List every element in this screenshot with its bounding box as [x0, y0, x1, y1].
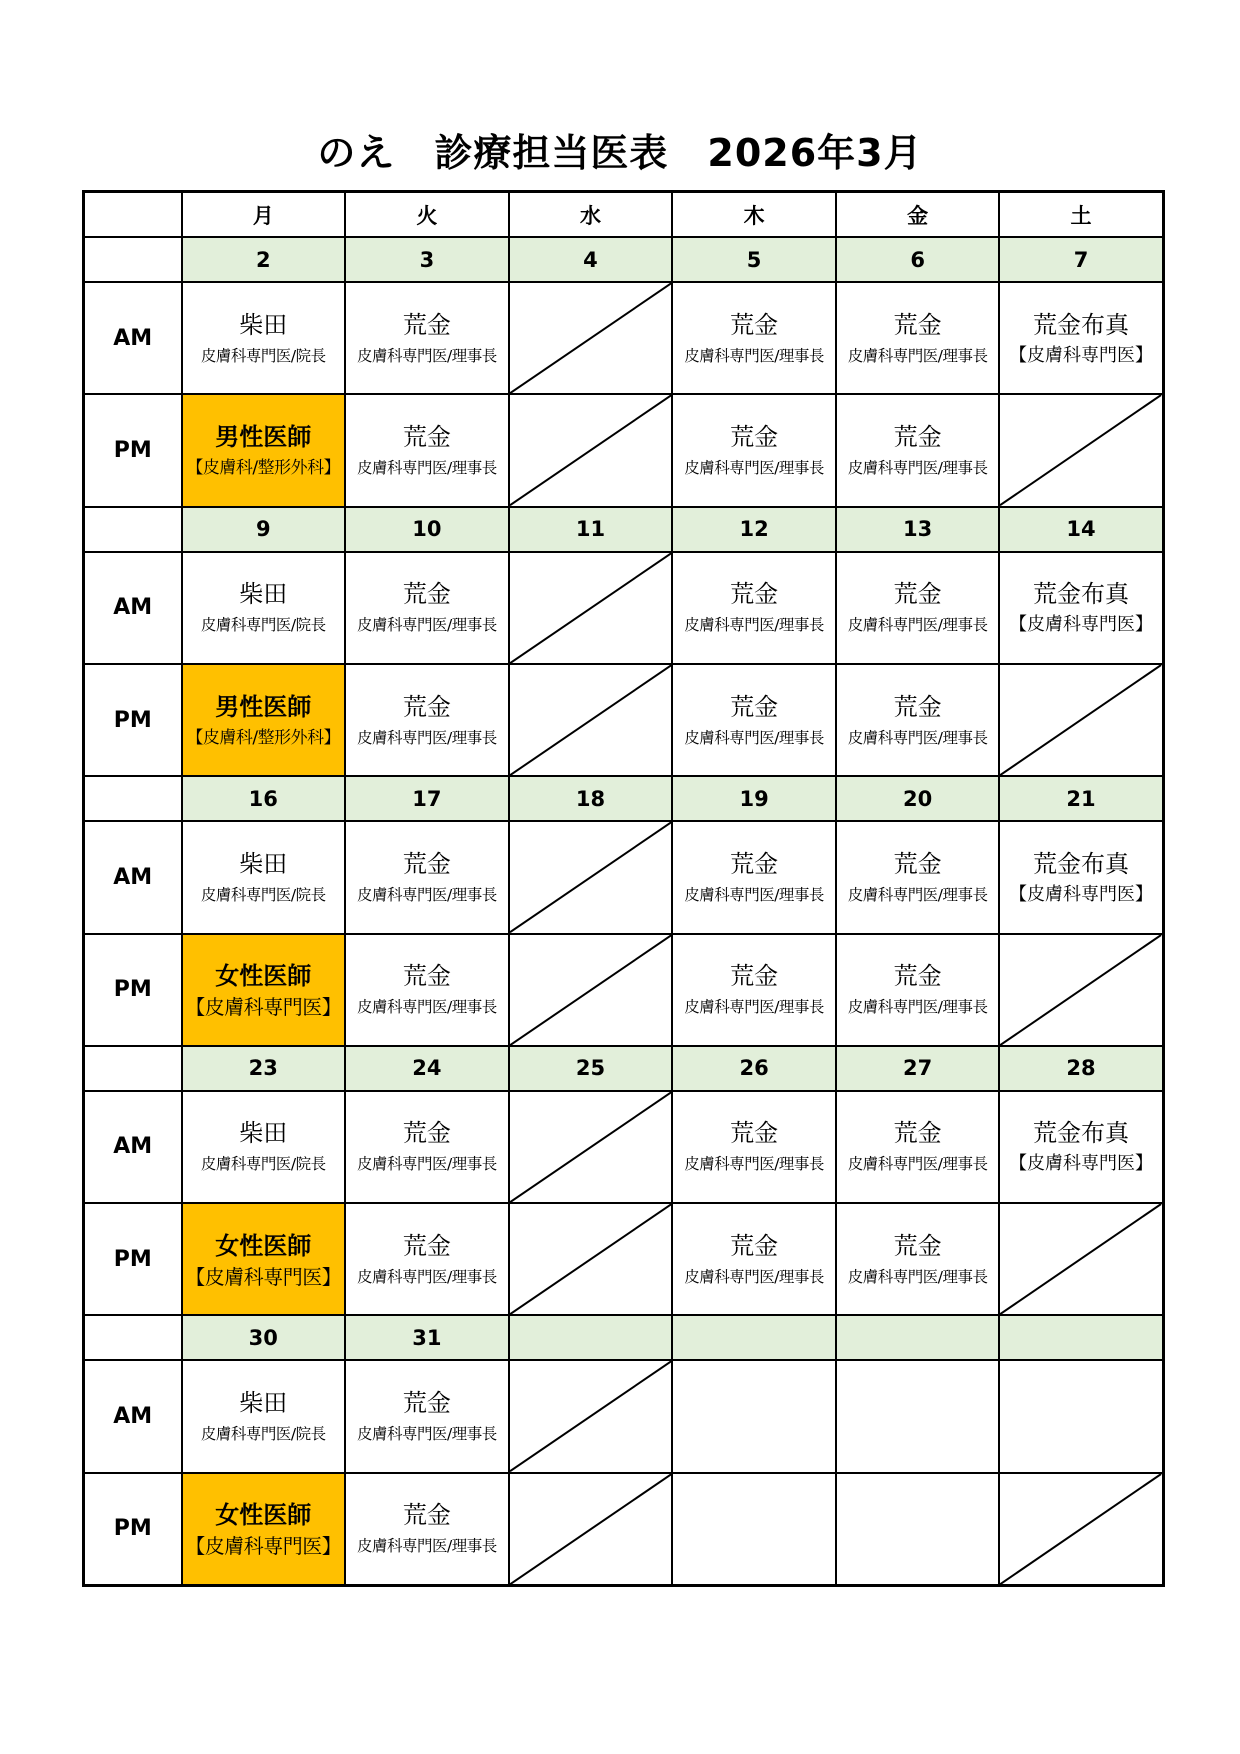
pm-cell-mon — [182, 1473, 346, 1586]
am-cell-sat — [999, 821, 1163, 933]
am-cell-tue — [345, 552, 509, 664]
corner-cell — [84, 192, 182, 238]
doctor-name: 柴田 — [239, 1119, 288, 1148]
am-cell-mon — [182, 282, 346, 394]
pm-cell-fri — [836, 664, 1000, 776]
am-cell-wed — [509, 1091, 673, 1203]
am-cell-thu — [672, 1091, 836, 1203]
pm-cell-tue — [345, 934, 509, 1046]
date-cell-wed: 18 — [509, 776, 673, 821]
doctor-role: 皮膚科専門医/理事長 — [357, 459, 497, 478]
closed-slash — [510, 665, 672, 775]
weekday-thu: 木 — [672, 192, 836, 238]
doctor-role: 【皮膚科専門医】 — [1009, 614, 1154, 636]
doctor-role: 皮膚科専門医/院長 — [200, 1155, 326, 1174]
pm-cell-fri — [836, 1203, 1000, 1315]
closed-slash — [1000, 1204, 1161, 1314]
doctor-name: 女性医師 — [215, 962, 312, 991]
date-cell-sat: 28 — [999, 1046, 1163, 1091]
am-row — [84, 821, 1164, 933]
doctor-role: 皮膚科専門医/理事長 — [847, 459, 988, 478]
doctor-role: 【皮膚科専門医】 — [185, 1264, 342, 1289]
doctor-role: 皮膚科専門医/理事長 — [684, 459, 824, 478]
date-cell-tue: 31 — [345, 1315, 509, 1360]
pm-cell-mon — [182, 664, 346, 776]
pm-cell-wed — [509, 934, 673, 1046]
am-cell-sat — [999, 282, 1163, 394]
doctor-name: 荒金 — [730, 962, 779, 991]
pm-cell-mon — [182, 394, 346, 506]
am-row — [84, 1360, 1164, 1472]
am-cell-thu — [672, 821, 836, 933]
doctor-role: 皮膚科専門医/理事長 — [684, 998, 824, 1017]
doctor-role: 皮膚科専門医/院長 — [200, 616, 326, 635]
am-row — [84, 1091, 1164, 1203]
doctor-role: 皮膚科専門医/理事長 — [847, 728, 988, 747]
doctor-role: 皮膚科専門医/理事長 — [357, 885, 497, 904]
doctor-name: 荒金 — [730, 849, 779, 878]
date-row — [84, 237, 1164, 282]
doctor-name: 荒金布真 — [1033, 849, 1130, 878]
pm-cell-fri — [836, 934, 1000, 1046]
date-row — [84, 776, 1164, 821]
weekday-mon: 月 — [182, 192, 346, 238]
date-cell-fri: 13 — [836, 507, 1000, 552]
doctor-name: 柴田 — [239, 849, 288, 878]
doctor-name: 女性医師 — [215, 1501, 312, 1530]
closed-slash — [510, 395, 672, 505]
doctor-name: 荒金 — [402, 692, 451, 721]
doctor-role: 皮膚科専門医/理事長 — [847, 998, 988, 1017]
pm-cell-thu — [672, 1473, 836, 1586]
pm-cell-mon — [182, 1203, 346, 1315]
pm-cell-sat — [999, 394, 1163, 506]
date-cell-mon: 16 — [182, 776, 346, 821]
date-cell-thu: 5 — [672, 237, 836, 282]
pm-cell-fri — [836, 1473, 1000, 1586]
doctor-role: 【皮膚科専門医】 — [1009, 344, 1154, 366]
doctor-name: 荒金 — [893, 1119, 942, 1148]
doctor-role: 皮膚科専門医/院長 — [200, 346, 326, 365]
am-cell-sat — [999, 1091, 1163, 1203]
pm-cell-mon — [182, 934, 346, 1046]
am-label: AM — [84, 552, 182, 664]
doctor-role: 皮膚科専門医/理事長 — [357, 728, 497, 747]
am-label: AM — [84, 1360, 182, 1472]
pm-cell-thu — [672, 394, 836, 506]
weekday-wed: 水 — [509, 192, 673, 238]
doctor-name: 荒金 — [730, 692, 779, 721]
am-cell-wed — [509, 552, 673, 664]
am-cell-sat — [999, 552, 1163, 664]
date-cell-wed: 25 — [509, 1046, 673, 1091]
doctor-name: 男性医師 — [215, 423, 312, 452]
doctor-role: 皮膚科専門医/理事長 — [684, 346, 824, 365]
am-cell-tue — [345, 821, 509, 933]
doctor-name: 荒金 — [402, 849, 451, 878]
doctor-name: 荒金 — [893, 1231, 942, 1260]
date-cell-tue: 3 — [345, 237, 509, 282]
pm-label: PM — [84, 394, 182, 506]
doctor-role: 皮膚科専門医/理事長 — [847, 1267, 988, 1286]
doctor-role: 皮膚科専門医/理事長 — [847, 1155, 988, 1174]
doctor-role: 皮膚科専門医/理事長 — [357, 616, 497, 635]
doctor-role: 皮膚科専門医/院長 — [200, 885, 326, 904]
am-cell-fri — [836, 282, 1000, 394]
date-row-label — [84, 1315, 182, 1360]
date-cell-thu: 12 — [672, 507, 836, 552]
pm-cell-wed — [509, 1203, 673, 1315]
am-cell-sat — [999, 1360, 1163, 1472]
doctor-name: 男性医師 — [215, 692, 312, 721]
closed-slash — [510, 1204, 672, 1314]
date-row — [84, 507, 1164, 552]
closed-slash — [510, 1092, 672, 1202]
am-cell-wed — [509, 1360, 673, 1472]
pm-cell-thu — [672, 1203, 836, 1315]
doctor-role: 皮膚科専門医/理事長 — [684, 728, 824, 747]
date-cell-fri: 27 — [836, 1046, 1000, 1091]
am-cell-wed — [509, 282, 673, 394]
schedule-table — [82, 190, 1165, 1587]
date-cell-thu: 19 — [672, 776, 836, 821]
pm-row — [84, 934, 1164, 1046]
doctor-name: 荒金 — [402, 310, 451, 339]
date-cell-wed — [509, 1315, 673, 1360]
pm-row — [84, 394, 1164, 506]
am-row — [84, 552, 1164, 664]
date-cell-mon: 9 — [182, 507, 346, 552]
doctor-name: 荒金 — [893, 962, 942, 991]
pm-label: PM — [84, 664, 182, 776]
am-cell-tue — [345, 282, 509, 394]
am-label: AM — [84, 821, 182, 933]
doctor-name: 荒金 — [402, 1501, 451, 1530]
date-cell-thu: 26 — [672, 1046, 836, 1091]
date-cell-mon: 30 — [182, 1315, 346, 1360]
doctor-name: 荒金 — [730, 423, 779, 452]
doctor-name: 荒金 — [730, 580, 779, 609]
date-cell-sat — [999, 1315, 1163, 1360]
pm-cell-sat — [999, 1473, 1163, 1586]
am-cell-mon — [182, 821, 346, 933]
pm-cell-thu — [672, 664, 836, 776]
doctor-name: 柴田 — [239, 310, 288, 339]
doctor-role: 皮膚科専門医/理事長 — [684, 616, 824, 635]
doctor-role: 皮膚科専門医/理事長 — [357, 1267, 497, 1286]
am-cell-wed — [509, 821, 673, 933]
doctor-role: 皮膚科専門医/理事長 — [847, 616, 988, 635]
pm-label: PM — [84, 1203, 182, 1315]
closed-slash — [1000, 395, 1161, 505]
am-cell-fri — [836, 552, 1000, 664]
am-cell-tue — [345, 1091, 509, 1203]
date-cell-wed: 4 — [509, 237, 673, 282]
pm-cell-tue — [345, 664, 509, 776]
date-cell-tue: 24 — [345, 1046, 509, 1091]
date-row-label — [84, 237, 182, 282]
closed-slash — [1000, 665, 1161, 775]
date-cell-sat: 21 — [999, 776, 1163, 821]
am-cell-fri — [836, 1091, 1000, 1203]
pm-cell-tue — [345, 394, 509, 506]
pm-cell-wed — [509, 1473, 673, 1586]
closed-slash — [510, 935, 672, 1045]
am-cell-fri — [836, 821, 1000, 933]
date-cell-fri: 20 — [836, 776, 1000, 821]
doctor-role: 皮膚科専門医/理事長 — [684, 1267, 824, 1286]
doctor-name: 荒金 — [893, 310, 942, 339]
doctor-name: 荒金 — [893, 580, 942, 609]
am-row — [84, 282, 1164, 394]
date-cell-fri — [836, 1315, 1000, 1360]
closed-slash — [510, 1361, 672, 1471]
doctor-role: 【皮膚科専門医】 — [185, 1534, 342, 1559]
closed-slash — [1000, 935, 1161, 1045]
closed-slash — [1000, 1474, 1161, 1584]
am-label: AM — [84, 282, 182, 394]
doctor-name: 柴田 — [239, 1389, 288, 1418]
date-cell-tue: 17 — [345, 776, 509, 821]
date-cell-tue: 10 — [345, 507, 509, 552]
pm-cell-fri — [836, 394, 1000, 506]
weekday-sat: 土 — [999, 192, 1163, 238]
weekday-fri: 金 — [836, 192, 1000, 238]
doctor-name: 荒金 — [730, 1231, 779, 1260]
am-cell-thu — [672, 552, 836, 664]
pm-cell-wed — [509, 664, 673, 776]
doctor-name: 荒金 — [402, 1389, 451, 1418]
doctor-role: 【皮膚科専門医】 — [1009, 1153, 1154, 1175]
date-cell-mon: 2 — [182, 237, 346, 282]
doctor-role: 皮膚科専門医/理事長 — [357, 346, 497, 365]
doctor-name: 女性医師 — [215, 1231, 312, 1260]
pm-cell-sat — [999, 664, 1163, 776]
date-cell-sat: 14 — [999, 507, 1163, 552]
closed-slash — [510, 553, 672, 663]
pm-cell-sat — [999, 1203, 1163, 1315]
doctor-role: 皮膚科専門医/院長 — [200, 1425, 326, 1444]
am-cell-mon — [182, 552, 346, 664]
doctor-name: 荒金布真 — [1033, 310, 1130, 339]
doctor-name: 柴田 — [239, 580, 288, 609]
am-cell-mon — [182, 1360, 346, 1472]
pm-row — [84, 1203, 1164, 1315]
page-title: のえ 診療担当医表 2026年3月 — [317, 131, 923, 175]
doctor-role: 皮膚科専門医/理事長 — [847, 346, 988, 365]
date-cell-mon: 23 — [182, 1046, 346, 1091]
closed-slash — [510, 822, 672, 932]
date-row-label — [84, 776, 182, 821]
doctor-name: 荒金 — [893, 692, 942, 721]
doctor-role: 【皮膚科専門医】 — [1009, 883, 1154, 905]
doctor-role: 皮膚科専門医/理事長 — [684, 1155, 824, 1174]
am-cell-mon — [182, 1091, 346, 1203]
am-cell-thu — [672, 1360, 836, 1472]
pm-cell-tue — [345, 1203, 509, 1315]
weekday-tue: 火 — [345, 192, 509, 238]
doctor-role: 皮膚科専門医/理事長 — [357, 1537, 497, 1556]
closed-slash — [510, 1474, 672, 1584]
date-cell-wed: 11 — [509, 507, 673, 552]
date-row — [84, 1315, 1164, 1360]
doctor-role: 【皮膚科/整形外科】 — [186, 727, 341, 748]
pm-cell-thu — [672, 934, 836, 1046]
doctor-name: 荒金 — [402, 1231, 451, 1260]
doctor-name: 荒金 — [730, 1119, 779, 1148]
pm-cell-sat — [999, 934, 1163, 1046]
doctor-name: 荒金 — [730, 310, 779, 339]
closed-slash — [510, 283, 672, 393]
am-cell-thu — [672, 282, 836, 394]
doctor-role: 皮膚科専門医/理事長 — [357, 1425, 497, 1444]
pm-row — [84, 664, 1164, 776]
date-row-label — [84, 507, 182, 552]
pm-row — [84, 1473, 1164, 1586]
doctor-role: 【皮膚科/整形外科】 — [186, 458, 341, 479]
date-cell-sat: 7 — [999, 237, 1163, 282]
doctor-name: 荒金 — [402, 962, 451, 991]
am-cell-fri — [836, 1360, 1000, 1472]
pm-label: PM — [84, 934, 182, 1046]
doctor-name: 荒金布真 — [1033, 580, 1130, 609]
date-cell-fri: 6 — [836, 237, 1000, 282]
pm-cell-wed — [509, 394, 673, 506]
pm-cell-tue — [345, 1473, 509, 1586]
doctor-role: 皮膚科専門医/理事長 — [357, 1155, 497, 1174]
weekday-header-row — [84, 192, 1164, 238]
doctor-name: 荒金 — [893, 423, 942, 452]
doctor-name: 荒金 — [893, 849, 942, 878]
pm-label: PM — [84, 1473, 182, 1586]
am-cell-tue — [345, 1360, 509, 1472]
date-row-label — [84, 1046, 182, 1091]
doctor-name: 荒金布真 — [1033, 1119, 1130, 1148]
date-cell-thu — [672, 1315, 836, 1360]
doctor-role: 皮膚科専門医/理事長 — [684, 885, 824, 904]
doctor-name: 荒金 — [402, 580, 451, 609]
doctor-role: 皮膚科専門医/理事長 — [847, 885, 988, 904]
doctor-role: 【皮膚科専門医】 — [185, 995, 342, 1020]
doctor-name: 荒金 — [402, 423, 451, 452]
am-label: AM — [84, 1091, 182, 1203]
date-row — [84, 1046, 1164, 1091]
doctor-name: 荒金 — [402, 1119, 451, 1148]
doctor-role: 皮膚科専門医/理事長 — [357, 998, 497, 1017]
